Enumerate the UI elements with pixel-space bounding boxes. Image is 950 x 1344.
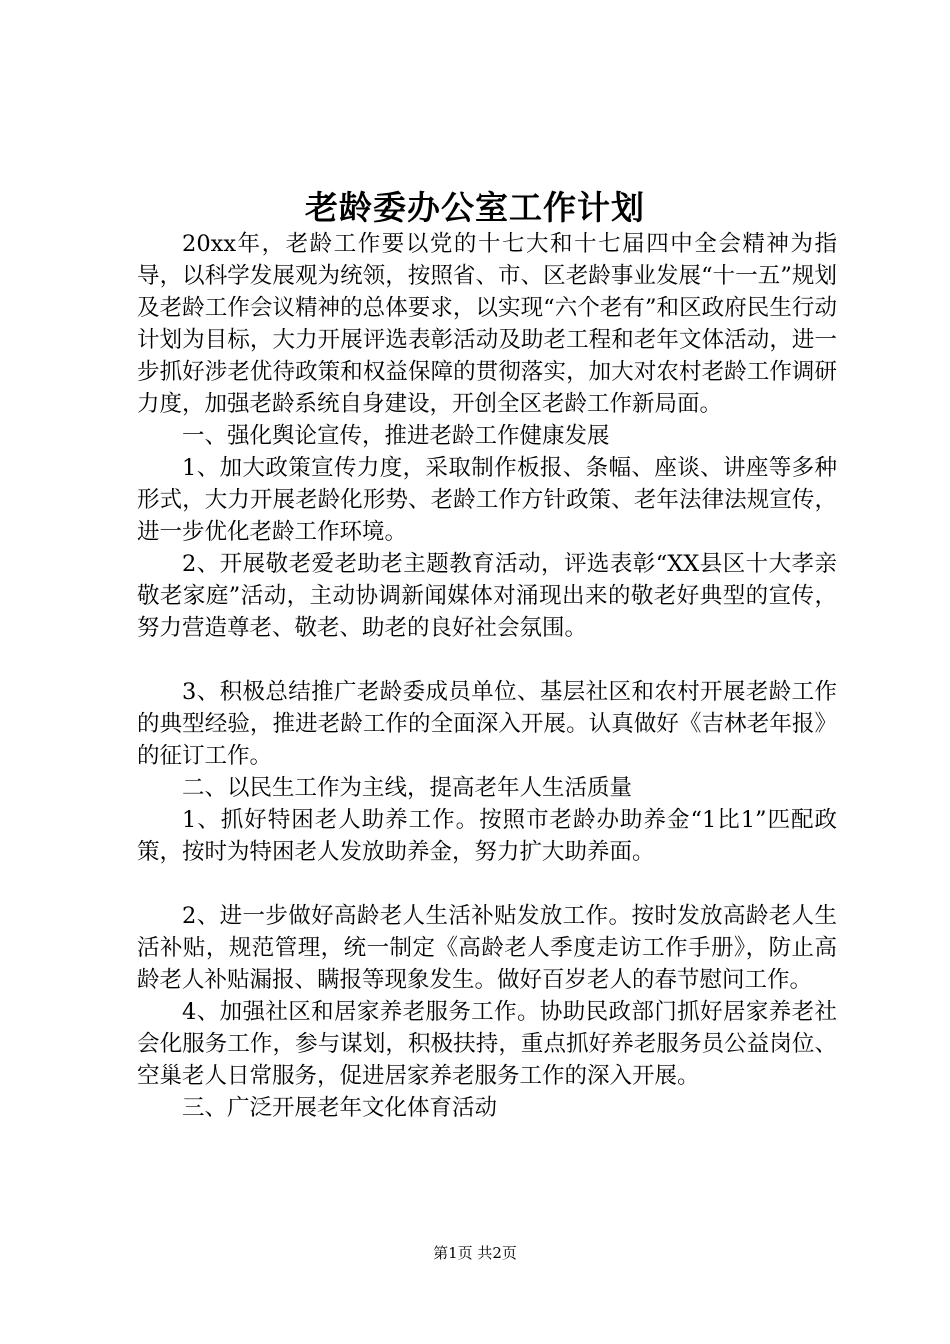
paragraph: 3、积极总结推广老龄委成员单位、基层社区和农村开展老龄工作的典型经验，推进老龄工作的全面深入开展。认真做好《吉林老年报》的征订工作。: [137, 679, 837, 769]
paragraph: 1、抓好特困老人助养工作。按照市老龄办助养金“1比1”匹配政策，按时为特困老人发放助养金，努力扩大助养面。: [137, 807, 837, 865]
section-heading-3: 三、广泛开展老年文化体育活动: [182, 1095, 498, 1121]
document-title: 老龄委办公室工作计划: [305, 188, 645, 227]
paragraph: 2、开展敬老爱老助老主题教育活动，评选表彰“XX县区十大孝亲敬老家庭”活动，主动协调新闻媒体对涌现出来的敬老好典型的宣传，努力营造尊老、敬老、助老的良好社会氛围。: [137, 551, 837, 641]
document-body: [137, 228, 837, 1124]
intro-paragraph: 20xx年，老龄工作要以党的十七大和十七届四中全会精神为指导，以科学发展观为统领，按照省、市、区老龄事业发展“十一五”规划及老龄工作会议精神的总体要求，以实现“六个老有”和区政府民生行动计划为目标，大力开展评选表彰活动及助老工程和老年文体活动，进一步抓好涉老优待政策和权益保障的贯彻落实，加大对农村老龄工作调研力度，加强老龄系统自身建设，开创全区老龄工作新局面。: [137, 231, 837, 417]
paragraph: 1、加大政策宣传力度，采取制作板报、条幅、座谈、讲座等多种形式，大力开展老龄化形势、老龄工作方针政策、老年法律法规宣传，进一步优化老龄工作环境。: [137, 455, 837, 545]
paragraph: 4、加强社区和居家养老服务工作。协助民政部门抓好居家养老社会化服务工作，参与谋划，积极扶持，重点抓好养老服务员公益岗位、空巢老人日常服务，促进居家养老服务工作的深入开展。: [137, 999, 837, 1089]
paragraph: 2、进一步做好高龄老人生活补贴发放工作。按时发放高龄老人生活补贴，规范管理，统一制定《高龄老人季度走访工作手册》，防止高龄老人补贴漏报、瞒报等现象发生。做好百岁老人的春节慰问工作。: [137, 903, 837, 993]
section-heading-1: 一、强化舆论宣传，推进老龄工作健康发展: [182, 423, 610, 449]
page-footer: 第1页 共2页: [433, 1244, 517, 1262]
section-heading-2: 二、以民生工作为主线，提高老年人生活质量: [182, 775, 633, 801]
